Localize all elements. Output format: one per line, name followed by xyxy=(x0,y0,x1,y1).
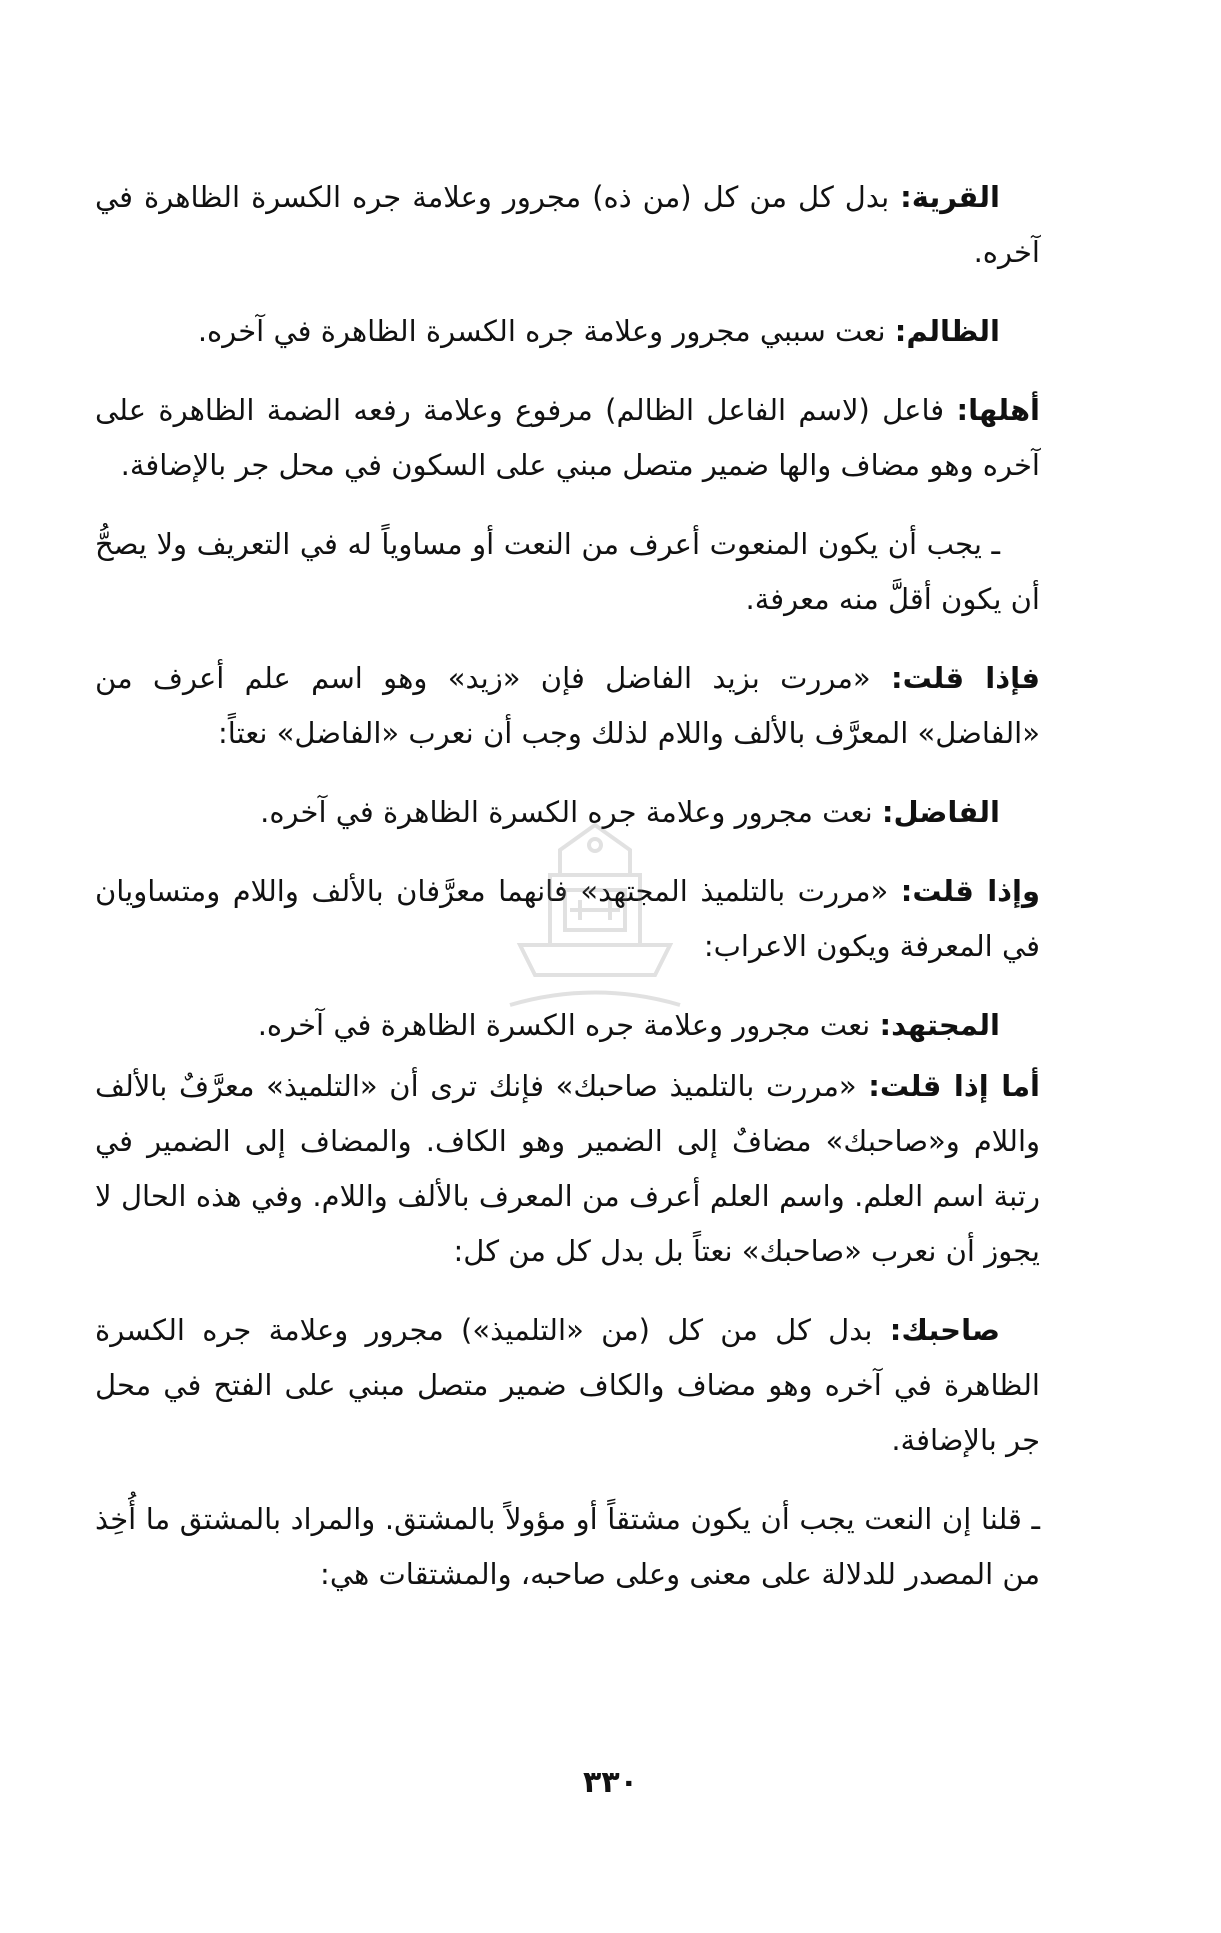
paragraph-text: نعت مجرور وعلامة جره الكسرة الظاهرة في آخره. xyxy=(257,1008,880,1042)
term-label: صاحبك: xyxy=(889,1313,1000,1347)
paragraph-ahluha xyxy=(95,383,1040,493)
paragraph-text: «مررت بالتلميذ المجتهد» فانهما معرَّفان بالألف واللام ومتساويان في المعرفة ويكون الاعراب: xyxy=(95,874,1040,963)
term-label: أهلها: xyxy=(956,393,1040,427)
paragraph-text: ـ يجب أن يكون المنعوت أعرف من النعت أو مساوياً له في التعريف ولا يصحُّ أن يكون أقلَّ منه معرفة. xyxy=(95,527,1040,616)
paragraph-alzalim xyxy=(95,304,1040,359)
paragraph-mushtaqq xyxy=(95,1492,1040,1602)
paragraph-rule-definiteness xyxy=(95,517,1040,627)
page-number: ٣٣٠ xyxy=(583,1765,638,1800)
paragraph-example-zayd xyxy=(95,651,1040,761)
paragraph-text: نعت سببي مجرور وعلامة جره الكسرة الظاهرة في آخره. xyxy=(197,314,895,348)
term-label: أما إذا قلت: xyxy=(868,1069,1040,1103)
paragraph-text: «مررت بالتلميذ صاحبك» فإنك ترى أن «التلميذ» معرَّفٌ بالألف واللام و«صاحبك» مضافٌ إلى الضمير وهو الكاف. والمضاف إلى الضمير في رتبة اسم العلم. واسم العلم أعرف من المعرف بالألف واللام. وفي هذه الحال لا يجوز أن نعرب «صاحبك» نعتاً بل بدل كل من كل: xyxy=(95,1069,1040,1268)
paragraph-sahibuk xyxy=(95,1303,1040,1468)
term-label: فإذا قلت: xyxy=(890,661,1040,695)
paragraph-text: نعت مجرور وعلامة جره الكسرة الظاهرة في آخره. xyxy=(260,795,882,829)
paragraph-text: بدل كل من كل (من ذه) مجرور وعلامة جره الكسرة الظاهرة في آخره. xyxy=(95,180,1040,269)
paragraph-text: فاعل (لاسم الفاعل الظالم) مرفوع وعلامة رفعه الضمة الظاهرة على آخره وهو مضاف والها ضمير متصل مبني على السكون في محل جر بالإضافة. xyxy=(95,393,1040,482)
paragraph-text: ـ قلنا إن النعت يجب أن يكون مشتقاً أو مؤولاً بالمشتق. والمراد بالمشتق ما أُخِذ من المصدر للدلالة على معنى وعلى صاحبه، والمشتقات هي: xyxy=(95,1502,1040,1591)
paragraph-text: بدل كل من كل (من «التلميذ») مجرور وعلامة جره الكسرة الظاهرة في آخره وهو مضاف والكاف ضمير متصل مبني على الفتح في محل جر بالإضافة. xyxy=(95,1313,1040,1457)
term-label: وإذا قلت: xyxy=(900,874,1040,908)
term-label: الفاضل: xyxy=(881,795,1000,829)
paragraph-alqarya xyxy=(95,170,1040,280)
paragraph-example-sahibuk xyxy=(95,1059,1040,1279)
term-label: المجتهد: xyxy=(879,1008,1000,1042)
library-seal-icon xyxy=(480,815,710,1025)
term-label: القرية: xyxy=(900,180,1000,214)
term-label: الظالم: xyxy=(894,314,1000,348)
paragraph-text: «مررت بزيد الفاضل فإن «زيد» وهو اسم علم أعرف من «الفاضل» المعرَّف بالألف واللام لذلك وجب أن نعرب «الفاضل» نعتاً: xyxy=(95,661,1040,750)
